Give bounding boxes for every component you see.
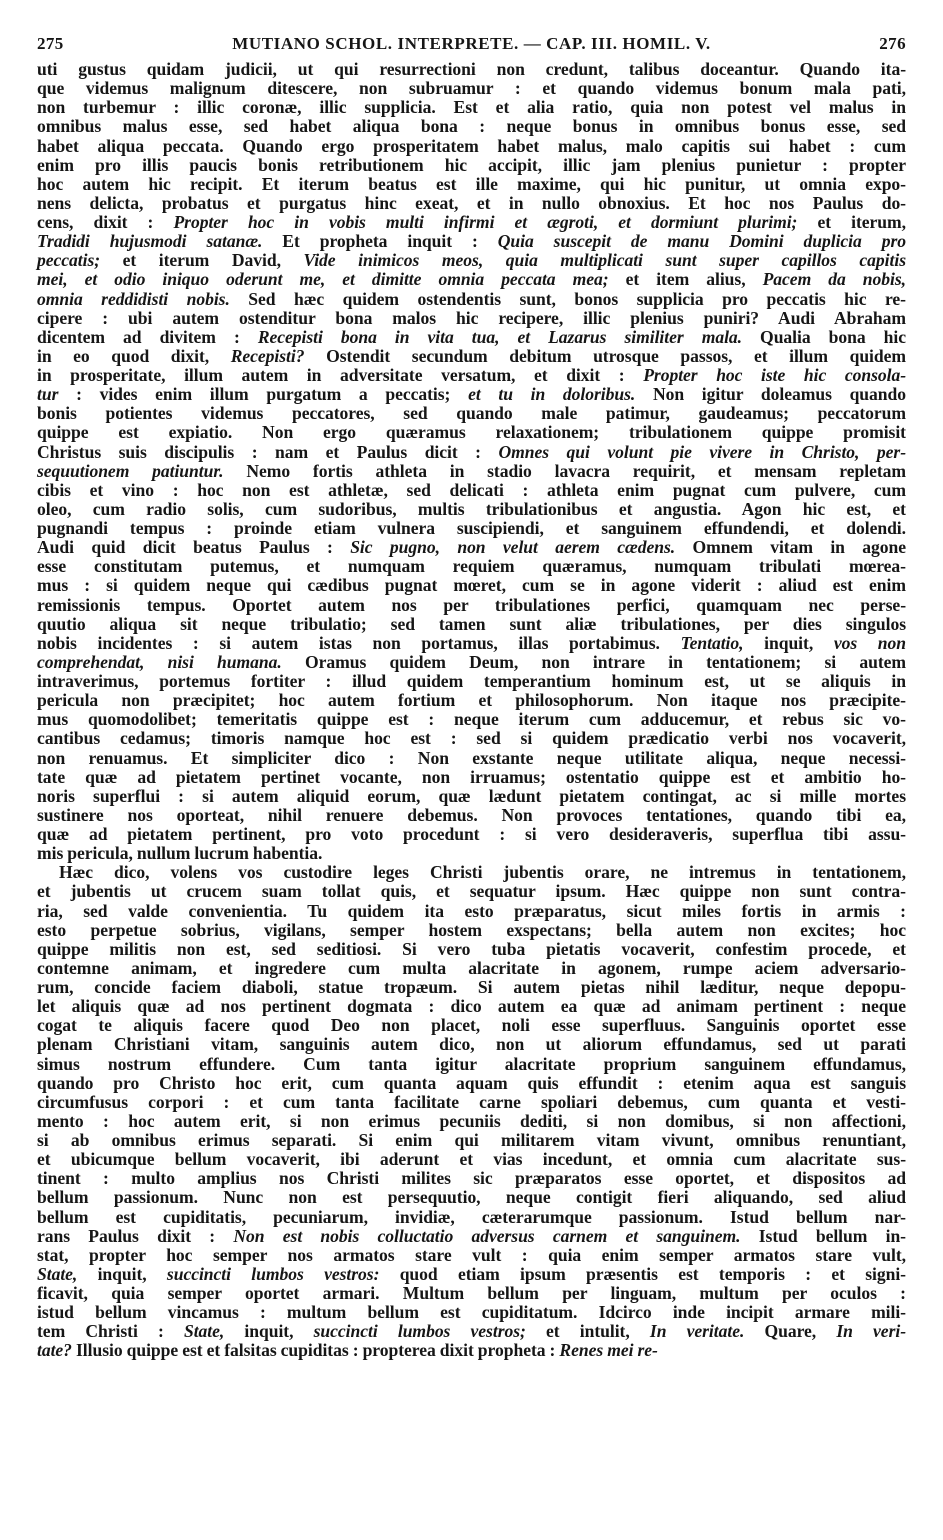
text-run: nobis incidentes : si autem istas non portamus, illas portabimus. bbox=[37, 632, 681, 653]
text-line bbox=[37, 806, 906, 825]
text-line bbox=[37, 634, 906, 653]
text-run: quod etiam ipsum præsentis est temporis : et signi- bbox=[379, 1263, 906, 1284]
italic-quotation: Vide inimicos meos, quia multiplicati sunt super capillos capitis bbox=[303, 250, 906, 271]
text-line bbox=[37, 749, 906, 768]
text-run: et iterum, bbox=[797, 212, 906, 232]
running-header bbox=[37, 34, 906, 60]
text-run: pericula non præcipitet; hoc autem fortium et philosophorum. Non itaque nos præcipite- bbox=[37, 690, 906, 711]
text-run: non turbemur : illic coronæ, illic supplicia. Est et alia ratio, quia non potest vel malus in bbox=[37, 97, 906, 118]
italic-quotation: Non est nobis colluctatio adversus carnem et sanguinem. bbox=[233, 1225, 741, 1246]
text-run: quutio aliqua sit neque tribulatio; sed tamen sunt aliæ tribulationes, per dies singulos bbox=[37, 613, 906, 634]
text-run: circumfusus corpori : et cum tanta facilitate carne spoliari debemus, cum quanta et vesti- bbox=[37, 1091, 906, 1112]
text-line bbox=[37, 959, 906, 978]
text-run: oleo, cum radio solis, cum sudoribus, multis tribulationibus et angustia. Agon hic est, et bbox=[37, 498, 906, 519]
text-line bbox=[37, 443, 906, 462]
text-line bbox=[37, 481, 906, 500]
italic-quotation: comprehendat, nisi humana. bbox=[37, 651, 282, 672]
text-line bbox=[37, 232, 906, 251]
text-line bbox=[37, 787, 906, 806]
text-run: hoc autem hic recipit. Et iterum beatus est ille maxime, qui hic punitur, ut omnia expo- bbox=[37, 173, 906, 194]
text-line bbox=[37, 1093, 906, 1112]
text-line bbox=[37, 1208, 906, 1227]
text-line bbox=[37, 117, 906, 136]
italic-quotation: In veritate. bbox=[649, 1321, 745, 1342]
text-line bbox=[37, 98, 906, 117]
text-line bbox=[37, 729, 906, 748]
text-run: Qualia bona hic bbox=[742, 326, 906, 347]
text-line bbox=[37, 1341, 906, 1360]
text-run: Illusio quippe est et falsitas cupiditas : propterea dixit propheta : bbox=[71, 1340, 560, 1361]
text-line bbox=[37, 347, 906, 366]
italic-quotation: succincti lumbos vestros; bbox=[313, 1321, 526, 1342]
text-run: uti gustus quidam judicii, ut qui resurrectioni non credunt, talibus doceantur. Quando ita- bbox=[37, 59, 906, 79]
text-run: que videmus malignum ditescere, non subruamur : et quando videmus bonum mala pati, bbox=[37, 78, 906, 99]
text-line bbox=[37, 863, 906, 882]
text-line bbox=[37, 328, 906, 347]
text-run: mis pericula, nullum lucrum habentia. bbox=[37, 843, 323, 864]
text-run: rum, concide faciem diaboli, statue tropæum. Si autem pietas nihil læditur, neque depopu- bbox=[37, 977, 906, 997]
text-run: mento : hoc autem erit, si non erimus pecuniis dediti, si non domibus, si non affectioni, bbox=[37, 1110, 906, 1131]
text-run: istud bellum vincamus : multum bellum est cupiditatum. Idcirco inde incipit armare mili- bbox=[37, 1302, 906, 1323]
text-run: simus nostrum effundere. Cum tanta igitur alacritate proprium sanguinem effundamus, bbox=[37, 1053, 906, 1074]
text-line bbox=[37, 978, 906, 997]
text-line bbox=[37, 1150, 906, 1169]
text-line bbox=[37, 768, 906, 787]
text-line bbox=[37, 156, 906, 175]
text-run: Omnem vitam in agone bbox=[675, 537, 907, 558]
italic-quotation: Pacem da nobis, bbox=[762, 269, 907, 290]
italic-quotation: Propter hoc in vobis multi infirmi et ægroti, et dormiunt plurimi; bbox=[173, 212, 798, 232]
italic-quotation: Sic pugno, non velut aerem cædens. bbox=[350, 537, 676, 558]
text-run: et iterum David, bbox=[100, 250, 304, 271]
text-run: quippe est expiatio. Non ergo quæramus relaxationem; tribulationem quippe promisit bbox=[37, 422, 906, 443]
text-run: Oramus quidem Deum, non intrare in tentationem; si autem bbox=[281, 651, 907, 672]
text-run: esto perpetue sobrius, vigilans, semper hostem exspectans; bella autem non excites; hoc bbox=[37, 919, 906, 940]
text-line bbox=[37, 1112, 906, 1131]
text-run: tem Christi : bbox=[37, 1321, 184, 1342]
text-run: enim pro illis paucis bonis retributionem hic accipit, illic jam plenius punietur : propter bbox=[37, 154, 906, 175]
text-line bbox=[37, 1169, 906, 1188]
text-line bbox=[37, 1246, 906, 1265]
text-run: Non igitur doleamus quando bbox=[635, 384, 907, 405]
text-run: habet aliqua peccata. Quando ergo prosperitatem habet malus, malo capitis sui habet : cum bbox=[37, 135, 906, 156]
text-run: contemne animam, et ingredere cum multa alacritate in agonem, rumpe aciem adversario- bbox=[37, 957, 906, 978]
text-run: bellum passionum. Nunc non est persequutio, neque contigit fieri aliquando, sed aliud bbox=[37, 1187, 906, 1208]
text-run: plenam Christiani vitam, sanguinis autem dico, non ut aliorum effundamus, sed ut parati bbox=[37, 1034, 906, 1055]
text-run: Nemo fortis athleta in stadio lavacra requirit, et mensam repletam bbox=[223, 460, 906, 481]
text-run: Hæc dico, volens vos custodire leges Christi jubentis orare, ne intremus in tentationem, bbox=[59, 862, 906, 883]
italic-quotation: Omnes qui volunt pie vivere in Christo, per- bbox=[498, 441, 906, 462]
text-line bbox=[37, 1322, 906, 1341]
text-run: bellum est cupiditatis, pecuniarum, invidiæ, cæterarumque passionum. Istud bellum nar- bbox=[37, 1206, 906, 1227]
text-line bbox=[37, 1284, 906, 1303]
italic-quotation: peccatis; bbox=[37, 250, 101, 271]
text-run: noris superflui : si autem aliquid eorum, quæ lædunt pietatem contingat, ac si mille mortes bbox=[37, 785, 906, 806]
text-line bbox=[37, 194, 906, 213]
left-page-number: 275 bbox=[37, 34, 64, 53]
text-run: remissionis tempus. Oportet autem nos per tribulationes perfici, quamquam nec perse- bbox=[37, 594, 906, 615]
text-run: in prosperitate, illum autem in adversitate versatum, et dixit : bbox=[37, 365, 644, 385]
text-run: cibis et vino : hoc non est athletæ, sed delicati : athleta enim pugnat cum pulvere, cum bbox=[37, 479, 906, 500]
right-page-number: 276 bbox=[879, 34, 906, 53]
text-run: tate quæ ad pietatem pertinet vocante, non irruamus; ostentatio quippe est et ambitio ho- bbox=[37, 766, 906, 787]
text-run: et intulit, bbox=[525, 1321, 650, 1342]
text-line bbox=[37, 175, 906, 194]
text-run: ria, sed valde convenientia. Tu quidem ita esto præparatus, sicut miles fortis in armis : bbox=[37, 900, 906, 921]
running-title: MUTIANO SCHOL. INTERPRETE. — CAP. III. HOMIL. V. bbox=[232, 34, 711, 53]
text-run: Ostendit secundum debitum utrosque passos, et illum quidem bbox=[304, 345, 906, 366]
text-run: mus quomodolibet; temeritatis quippe est : neque iterum cum adducemur, et rebus sic vo- bbox=[37, 709, 906, 730]
text-run: quando pro Christo hoc erit, cum quanta aquam quis effundit : etenim aqua est sanguis bbox=[37, 1072, 906, 1093]
text-line bbox=[37, 462, 906, 481]
text-line bbox=[37, 1131, 906, 1150]
italic-quotation: In veri- bbox=[836, 1321, 907, 1342]
text-run: intraverimus, portemus fortiter : illud quidem temperantium hominum est, ut se aliquis in bbox=[37, 671, 906, 691]
text-line bbox=[37, 1055, 906, 1074]
italic-quotation: tate? bbox=[37, 1340, 72, 1361]
text-run: ficavit, quia semper oportet armari. Multum bellum per linguam, multum per oculos : bbox=[37, 1283, 906, 1303]
text-line bbox=[37, 270, 906, 289]
text-line bbox=[37, 902, 906, 921]
italic-quotation: tur bbox=[37, 384, 59, 405]
text-run: Quare, bbox=[744, 1321, 837, 1342]
text-run: in eo quod dixit, bbox=[37, 345, 231, 366]
text-line bbox=[37, 251, 906, 270]
text-line bbox=[37, 940, 906, 959]
italic-quotation: Quia suscepit de manu Domini duplicia pro bbox=[497, 231, 906, 252]
text-line bbox=[37, 385, 906, 404]
text-run: let aliquis quæ ad nos pertinent dogmata : dico autem ea quæ ad animam pertinent : neque bbox=[37, 996, 906, 1017]
text-line bbox=[37, 538, 906, 557]
text-line bbox=[37, 691, 906, 710]
text-run: bonis potientes videmus peccatores, sed quando male patimur, gaudeamus; peccatorum bbox=[37, 403, 906, 424]
text-run: mus : si quidem neque qui cædibus pugnat mœret, cum se in agone viderit : aliud est enim bbox=[37, 575, 906, 596]
text-line bbox=[37, 366, 906, 385]
text-line bbox=[37, 557, 906, 576]
text-line bbox=[37, 1227, 906, 1246]
body-text bbox=[37, 60, 906, 1361]
text-line bbox=[37, 1074, 906, 1093]
text-run: quippe militis non est, sed seditiosi. Si vero tuba pietatis vocaverit, confestim procede, et bbox=[37, 938, 906, 959]
text-line bbox=[37, 710, 906, 729]
text-run: quæ ad pietatem pertinent, pro voto procedunt : si vero desideraveris, superflua tibi assu- bbox=[37, 824, 906, 844]
text-line bbox=[37, 500, 906, 519]
text-run: si ab omnibus erimus separati. Si enim qui militarem vitam vivunt, omnibus renuntiant, bbox=[37, 1130, 906, 1150]
italic-quotation: Recepisti? bbox=[230, 345, 305, 366]
text-run: Christus suis discipulis : nam et Paulus dicit : bbox=[37, 441, 499, 462]
text-run: cens, dixit : bbox=[37, 212, 174, 232]
text-line bbox=[37, 137, 906, 156]
text-run: Istud bellum in- bbox=[740, 1225, 906, 1246]
text-line bbox=[37, 997, 906, 1016]
italic-quotation: State, bbox=[37, 1263, 78, 1284]
italic-quotation: State, bbox=[183, 1321, 225, 1342]
text-run: : vides enim illum purgatum a peccatis; bbox=[58, 384, 469, 405]
text-run: inquit, bbox=[743, 632, 834, 653]
italic-quotation: succincti lumbos vestros: bbox=[166, 1263, 380, 1284]
italic-quotation: Renes mei re- bbox=[559, 1340, 658, 1361]
text-run: pugnandi tempus : proinde etiam vulnera suscipiendi, et sanguinem effundendi, et dolendi. bbox=[37, 518, 906, 538]
text-line bbox=[37, 576, 906, 595]
text-line bbox=[37, 1035, 906, 1054]
text-run: dicentem ad divitem : bbox=[37, 326, 258, 347]
italic-quotation: omnia reddidisti nobis. bbox=[37, 288, 230, 309]
text-run: omnibus malus esse, sed habet aliqua bona : neque bonus in omnibus bonus esse, sed bbox=[37, 116, 906, 137]
text-line bbox=[37, 1265, 906, 1284]
text-line bbox=[37, 844, 906, 863]
text-line bbox=[37, 1016, 906, 1035]
text-run: stat, propter hoc semper nos armatos stare vult : quia enim semper armatos stare vult, bbox=[37, 1244, 906, 1265]
text-run: et item alius, bbox=[608, 269, 763, 290]
text-line bbox=[37, 519, 906, 538]
italic-quotation: Tentatio, bbox=[680, 632, 744, 653]
text-line bbox=[37, 423, 906, 442]
italic-quotation: vos non bbox=[833, 632, 906, 653]
text-line bbox=[37, 672, 906, 691]
text-run: et jubentis ut crucem suam tollat quis, et sequatur ipsum. Hæc quippe non sunt contra- bbox=[37, 881, 906, 902]
text-line bbox=[37, 1188, 906, 1207]
italic-quotation: Tradidi hujusmodi satanæ. bbox=[37, 231, 263, 252]
text-line bbox=[37, 309, 906, 328]
text-run: tinent : multo amplius nos Christi milites sic præparatos esse oportet, et dispositos ad bbox=[37, 1168, 906, 1189]
text-run: Audi quid dicit beatus Paulus : bbox=[37, 537, 351, 558]
italic-quotation: mei, et odio iniquo oderunt me, et dimitte omnia peccata mea; bbox=[37, 269, 609, 290]
text-line bbox=[37, 653, 906, 672]
text-line bbox=[37, 404, 906, 423]
text-run: cipere : ubi autem ostenditur bona malos hic recipere, illic plenius puniri? Audi Abraham bbox=[37, 307, 906, 328]
text-run: cogat te aliquis facere quod Deo non placet, noli esse superfluus. Sanguinis oportet esse bbox=[37, 1015, 906, 1036]
text-run: sustinere nos oporteat, nihil renuere debemus. Non provoces tentationes, quando tibi ea, bbox=[37, 804, 906, 825]
italic-quotation: Propter hoc iste hic consola- bbox=[643, 365, 907, 385]
text-line bbox=[37, 921, 906, 940]
text-run: Sed hæc quidem ostendentis sunt, bonos supplicia pro peccatis hic re- bbox=[229, 288, 906, 309]
text-run: Et propheta inquit : bbox=[262, 231, 498, 252]
text-line bbox=[37, 213, 906, 232]
text-run: inquit, bbox=[224, 1321, 314, 1342]
text-line bbox=[37, 615, 906, 634]
text-run: inquit, bbox=[77, 1263, 167, 1284]
italic-quotation: Recepisti bona in vita tua, et Lazarus similiter mala. bbox=[257, 326, 743, 347]
text-line bbox=[37, 882, 906, 901]
text-line bbox=[37, 1303, 906, 1322]
italic-quotation: et tu in doloribus. bbox=[468, 384, 636, 405]
text-run: nens delicta, probatus et purgatus hinc exeat, et in nullo obnoxius. Et hoc nos Paulus do- bbox=[37, 192, 906, 213]
text-run: et ubicumque bellum vocaverit, ibi aderunt et vias incedunt, et omnia cum alacritate sus- bbox=[37, 1149, 906, 1170]
text-run: non renuamus. Et simpliciter dico : Non exstante neque utilitate aliqua, neque necessi- bbox=[37, 747, 906, 768]
text-line bbox=[37, 825, 906, 844]
text-run: rans Paulus dixit : bbox=[37, 1225, 234, 1246]
text-line bbox=[37, 60, 906, 79]
text-line bbox=[37, 79, 906, 98]
text-run: cantibus cedamus; timoris namque hoc est : sed si quidem prædicatio verbi nos vocaverit, bbox=[37, 728, 906, 749]
text-line bbox=[37, 596, 906, 615]
italic-quotation: sequutionem patiuntur. bbox=[37, 460, 224, 481]
text-line bbox=[37, 290, 906, 309]
text-run: esse constitutam putemus, et numquam requiem quæramus, numquam tribulati mœrea- bbox=[37, 556, 906, 577]
